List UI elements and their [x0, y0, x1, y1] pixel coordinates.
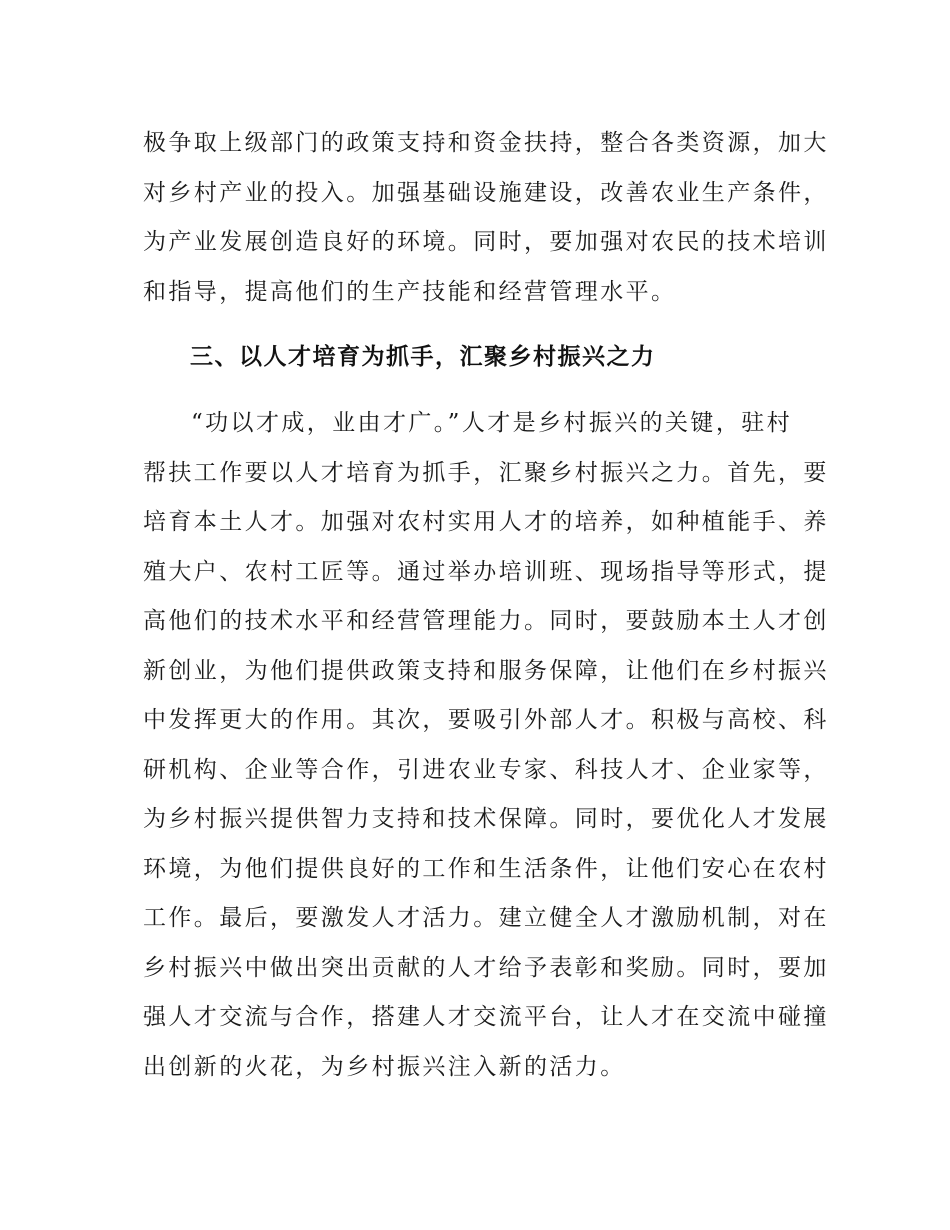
paragraph-line: 对乡村产业的投入。加强基础设施建设，改善农业生产条件， — [143, 179, 829, 206]
paragraph-line: 新创业，为他们提供政策支持和服务保障，让他们在乡村振兴 — [143, 657, 829, 684]
section-heading: 三、以人才培育为抓手，汇聚乡村振兴之力 — [190, 344, 656, 370]
paragraph-line: 殖大户、农村工匠等。通过举办培训班、现场指导等形式，提 — [143, 558, 829, 585]
paragraph-line: 乡村振兴中做出突出贡献的人才给予表彰和奖励。同时，要加 — [143, 954, 829, 981]
paragraph-line: 出创新的火花，为乡村振兴注入新的活力。 — [143, 1053, 626, 1080]
paragraph-line: 为乡村振兴提供智力支持和技术保障。同时，要优化人才发展 — [143, 806, 829, 832]
paragraph-line: 培育本土人才。加强对农村实用人才的培养，如种植能手、养 — [143, 509, 829, 535]
paragraph-line: 工作。最后，要激发人才活力。建立健全人才激励机制，对在 — [143, 905, 829, 931]
paragraph-line: 极争取上级部门的政策支持和资金扶持，整合各类资源，加大 — [143, 130, 829, 156]
paragraph-line: 研机构、企业等合作，引进农业专家、科技人才、企业家等， — [143, 756, 829, 783]
paragraph-line: “功以才成，业由才广。”人才是乡村振兴的关键，驻村 — [191, 410, 793, 436]
paragraph-line: 和指导，提高他们的生产技能和经营管理水平。 — [143, 278, 677, 305]
paragraph-line: 中发挥更大的作用。其次，要吸引外部人才。积极与高校、科 — [143, 707, 829, 733]
paragraph-line: 为产业发展创造良好的环境。同时，要加强对农民的技术培训 — [143, 229, 829, 255]
paragraph-talent-cultivation — [143, 399, 829, 1092]
paragraph-line: 环境，为他们提供良好的工作和生活条件，让他们安心在农村 — [143, 855, 829, 882]
paragraph-policy-support — [143, 119, 829, 317]
paragraph-line: 高他们的技术水平和经营管理能力。同时，要鼓励本土人才创 — [143, 608, 829, 634]
paragraph-line: 强人才交流与合作，搭建人才交流平台，让人才在交流中碰撞 — [143, 1004, 829, 1030]
paragraph-line: 帮扶工作要以人才培育为抓手，汇聚乡村振兴之力。首先，要 — [143, 459, 829, 486]
